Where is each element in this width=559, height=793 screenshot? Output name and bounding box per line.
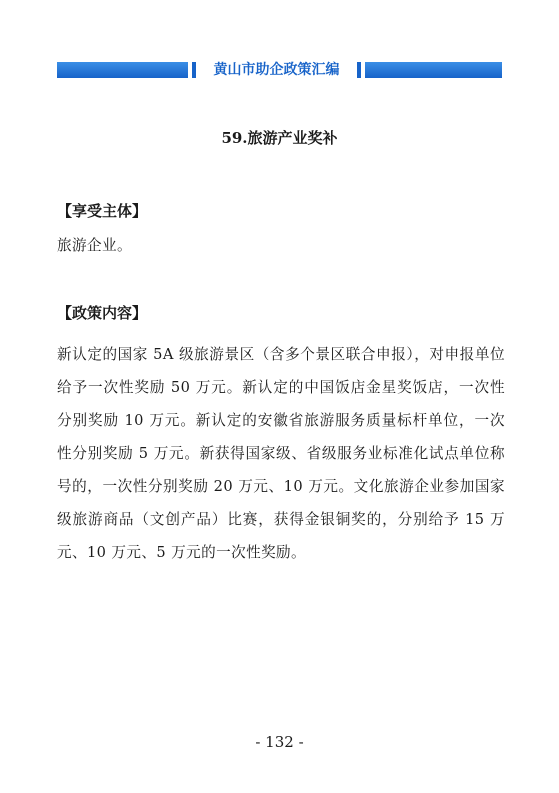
document-title: 59.旅游产业奖补 bbox=[221, 129, 338, 147]
header-tick-left bbox=[192, 62, 196, 78]
section-text-content: 新认定的国家 5A 级旅游景区（含多个景区联合申报），对申报单位给予一次性奖励 50 万元。新认定的中国饭店金星奖饭店，一次性分别奖励 10 万元。新认定的安徽省旅游服务质量标杆单位，一次性分别奖励 5 万元。新获得国家级、省级服务业标准化试点单位称号的，一次性分别奖励 20 万元、10 万元。文化旅游企业参加国家级旅游商品（文创产品）比赛，获得金银铜奖的，分别给予 15 万元、10 万元、5 万元的一次性奖励。 bbox=[57, 346, 505, 561]
header-title: 黄山市助企政策汇编 bbox=[213, 62, 340, 78]
header-banner bbox=[57, 62, 502, 78]
section-text-subject: 旅游企业。 bbox=[57, 237, 132, 254]
section-heading-content: 【政策内容】 bbox=[57, 304, 148, 322]
page-number: - 132 - bbox=[255, 733, 304, 751]
header-tick-right bbox=[357, 62, 361, 78]
header-bar-right bbox=[365, 62, 502, 78]
header-bar-left bbox=[57, 62, 188, 78]
section-heading-subject: 【享受主体】 bbox=[57, 202, 148, 220]
